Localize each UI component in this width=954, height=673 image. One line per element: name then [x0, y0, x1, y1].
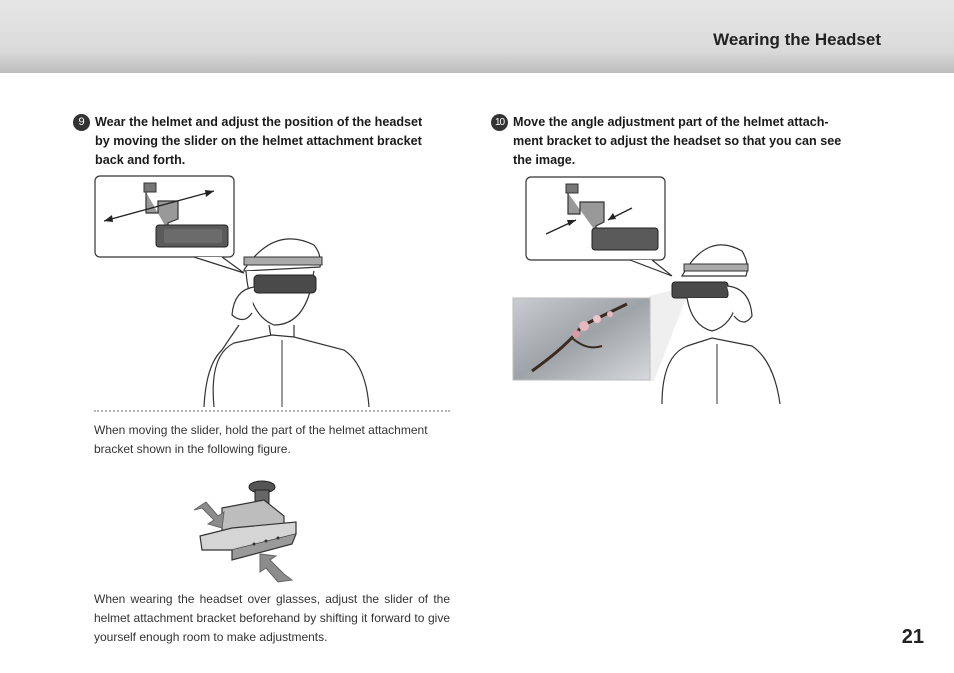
step-9-line-3: back and forth.: [95, 153, 186, 167]
step-10-line-3: the image.: [513, 153, 576, 167]
step-9-line-1: Wear the helmet and adjust the position of the headset: [95, 115, 423, 129]
page-number: 21: [901, 626, 924, 648]
slider-note: When moving the slider, hold the part of the helmet attachment bracket shown in the following figure.: [94, 423, 428, 456]
glasses-note: When wearing the headset over glasses, adjust the slider of the helmet attachment bracket beforehand by shifting it forward to give yourself enough room to make adjustments.: [94, 592, 450, 644]
page-header: [0, 0, 954, 73]
step-10-line-2: ment bracket to adjust the headset so that you can see: [513, 134, 842, 148]
section-title: Wearing the Headset: [713, 30, 881, 49]
step-10-line-1: Move the angle adjustment part of the helmet attach-: [513, 115, 829, 129]
bracket-grip-illustration: [192, 478, 304, 582]
step-9-instruction: [78, 113, 455, 170]
step-10-number: 10: [491, 114, 508, 131]
step-9-illustration: [94, 175, 374, 407]
step-10-instruction: [494, 113, 873, 170]
step-9-number: 9: [73, 114, 90, 131]
step-10-illustration: [512, 176, 787, 404]
step-9-line-2: by moving the slider on the helmet attachment bracket: [95, 134, 422, 148]
section-divider: [94, 410, 450, 412]
